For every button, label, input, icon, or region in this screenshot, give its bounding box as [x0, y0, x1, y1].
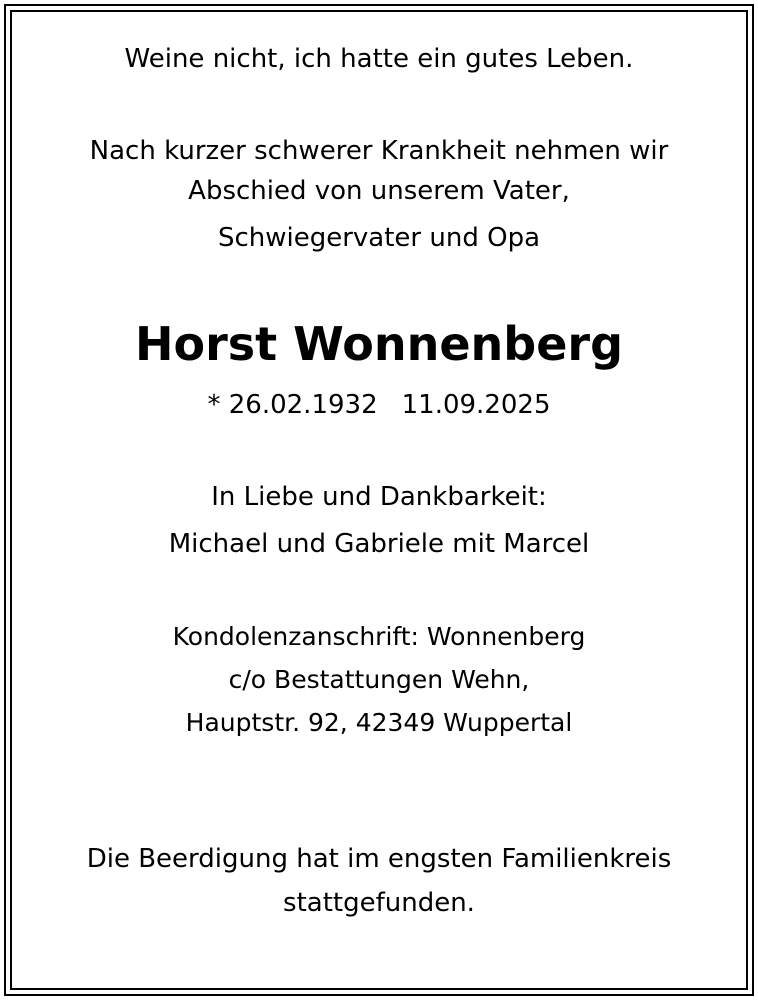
intro-line-3: Schwiegervater und Opa	[217, 223, 541, 253]
mourners-names: Michael und Gabriele mit Marcel	[168, 529, 590, 559]
mourners-heading: In Liebe und Dankbarkeit:	[211, 482, 547, 512]
deceased-name: Horst Wonnenberg	[134, 317, 624, 371]
condolence-line-2: c/o Bestattungen Wehn,	[228, 665, 530, 694]
motto: Weine nicht, ich hatte ein gutes Leben.	[124, 44, 634, 74]
birth-date: * 26.02.1932	[207, 390, 378, 420]
intro-line-1: Nach kurzer schwerer Krankheit nehmen wir	[89, 136, 669, 166]
intro-line-2: Abschied von unserem Vater,	[188, 176, 570, 206]
condolence-line-1: Kondolenzanschrift: Wonnenberg	[172, 622, 586, 651]
condolence-line-3: Hauptstr. 92, 42349 Wuppertal	[185, 708, 573, 737]
funeral-line-1: Die Beerdigung hat im engsten Familienkreis	[86, 844, 672, 874]
death-date: 11.09.2025	[401, 390, 551, 420]
life-dates	[0, 392, 758, 418]
funeral-line-2: stattgefunden.	[283, 888, 475, 918]
